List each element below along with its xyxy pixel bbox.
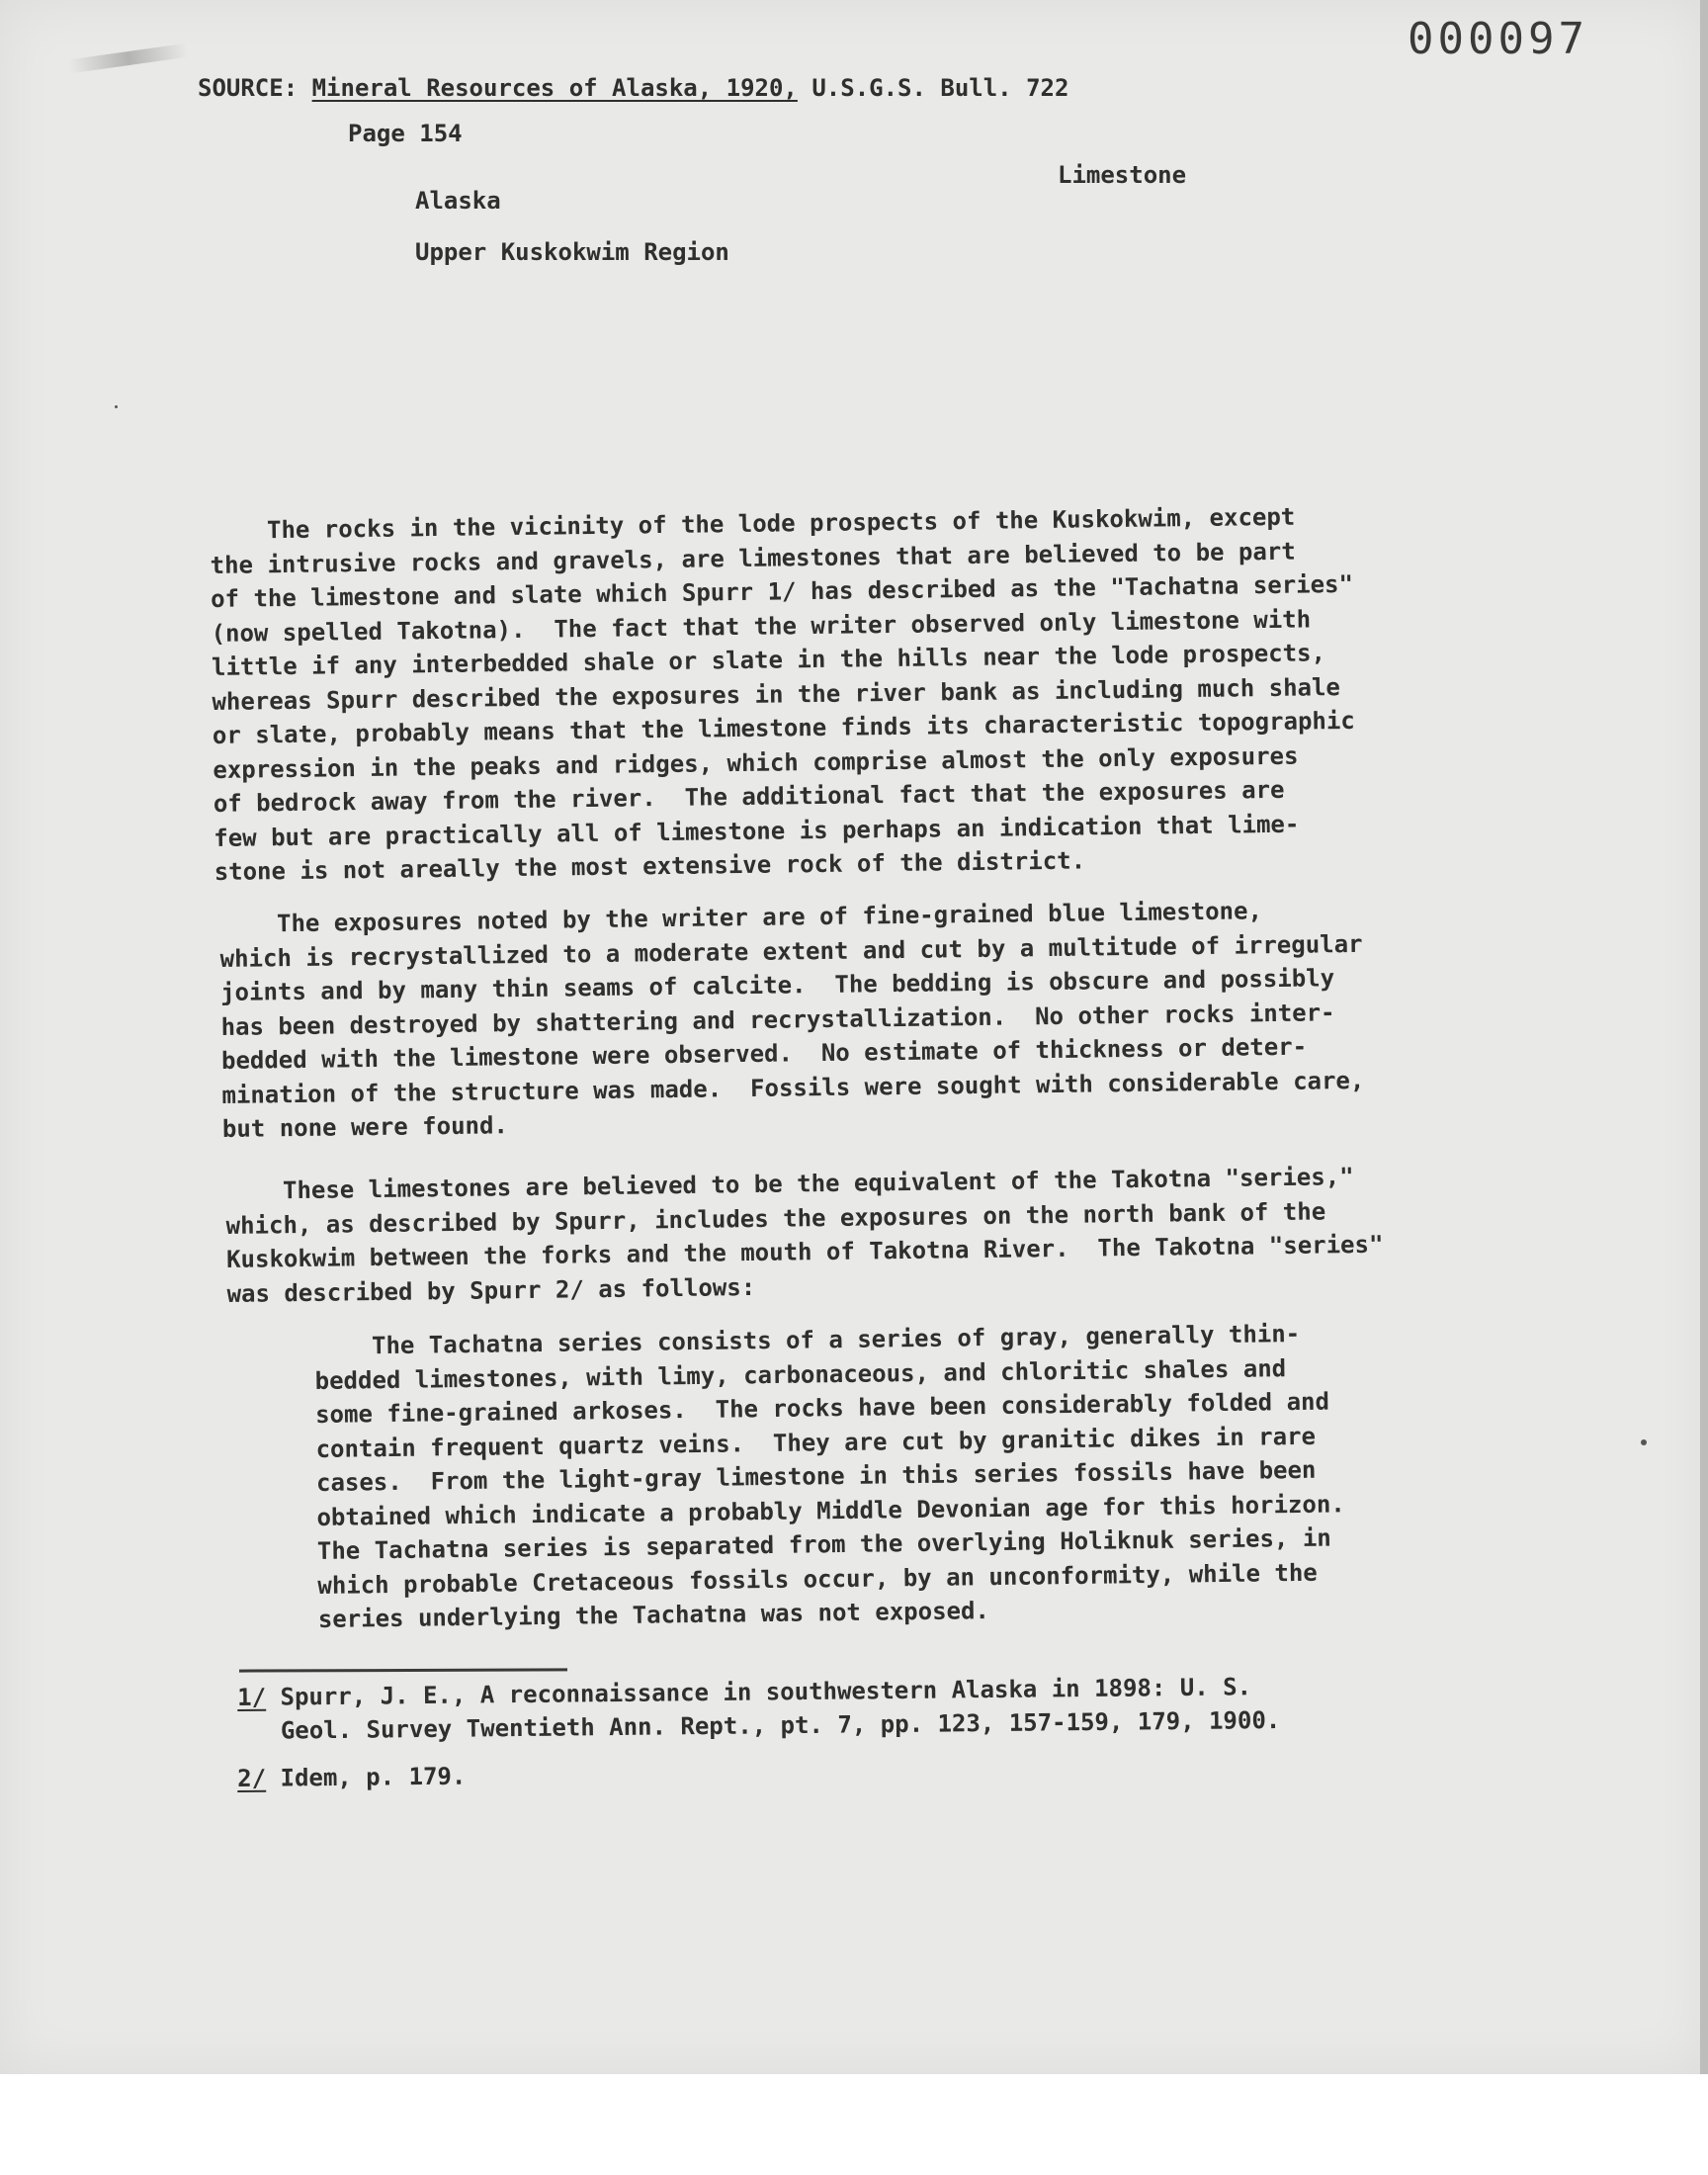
region-heading: Upper Kuskokwim Region xyxy=(415,238,729,266)
paragraph-line: of bedrock away from the river. The additional fact that the exposures are xyxy=(213,775,1285,818)
paragraph-line: few but are practically all of limestone is perhaps an indication that lime- xyxy=(214,810,1300,852)
paragraph-rocks-vicinity xyxy=(210,499,1357,890)
paragraph-line: but none were found. xyxy=(221,1111,509,1143)
source-citation xyxy=(198,71,1068,105)
scan-smudge xyxy=(69,44,189,74)
scan-speck xyxy=(115,405,118,408)
paragraph-line: These limestones are believed to be the equivalent of the Takotna "series," xyxy=(225,1163,1354,1205)
quote-line: which probable Cretaceous fossils occur, by an unconformity, while the xyxy=(317,1558,1318,1600)
source-bulletin: U.S.G.S. Bull. 722 xyxy=(811,74,1069,102)
footnote-1-line-1: Spurr, J. E., A reconnaissance in southwestern Alaska in 1898: U. S. xyxy=(265,1673,1252,1711)
quote-line: contain frequent quartz veins. They are cut by granitic dikes in rare xyxy=(315,1422,1317,1463)
scan-edge xyxy=(1700,0,1708,2074)
footnote-1-marker: 1/ xyxy=(237,1683,267,1711)
footnote-2 xyxy=(237,1760,467,1795)
quote-line: The Tachatna series is separated from the overlying Holiknuk series, in xyxy=(316,1523,1331,1565)
paragraph-line: or slate, probably means that the limestone finds its characteristic topographic xyxy=(212,706,1355,749)
paragraph-line: which is recrystallized to a moderate extent and cut by a multitude of irregular xyxy=(219,929,1363,973)
source-title: Mineral Resources of Alaska, 1920, xyxy=(311,74,798,102)
quote-line: obtained which indicate a probably Middle Devonian age for this horizon. xyxy=(316,1489,1345,1531)
paragraph-line: the intrusive rocks and gravels, are limestones that are believed to be part xyxy=(210,537,1296,579)
paragraph-line: little if any interbedded shale or slate in the hills near the lode prospects, xyxy=(211,639,1326,681)
paragraph-line: Kuskokwim between the forks and the mouth of Takotna River. The Takotna "series" xyxy=(225,1230,1384,1273)
footnote-divider xyxy=(239,1668,567,1672)
source-page-reference: Page 154 xyxy=(348,120,463,147)
state-heading: Alaska xyxy=(415,187,501,215)
quote-line: bedded limestones, with limy, carbonaceous, and chloritic shales and xyxy=(314,1353,1287,1395)
block-quote-tachatna-series xyxy=(314,1316,1346,1636)
scan-speck xyxy=(1641,1439,1647,1445)
paragraph-line: has been destroyed by shattering and recrystallization. No other rocks inter- xyxy=(220,998,1335,1041)
footnote-1-line-2: Geol. Survey Twentieth Ann. Rept., pt. 7, pp. 123, 157-159, 179, 1900. xyxy=(237,1705,1281,1745)
paragraph-line: mination of the structure was made. Fossils were sought with considerable care, xyxy=(221,1066,1365,1109)
paragraph-exposures xyxy=(219,893,1365,1147)
source-label: SOURCE: xyxy=(198,74,299,102)
quote-line: some fine-grained arkoses. The rocks have been considerably folded and xyxy=(314,1387,1330,1429)
quote-line: The Tachatna series consists of a series of gray, generally thin- xyxy=(314,1319,1301,1360)
paragraph-line: joints and by many thin seams of calcite. The bedding is obscure and possibly xyxy=(219,964,1335,1006)
paragraph-line: bedded with the limestone were observed. No estimate of thickness or deter- xyxy=(220,1032,1308,1075)
paragraph-line: was described by Spurr 2/ as follows: xyxy=(226,1272,756,1308)
footnote-2-marker: 2/ xyxy=(237,1764,267,1792)
paragraph-line: The rocks in the vicinity of the lode prospects of the Kuskokwim, except xyxy=(210,502,1296,545)
paragraph-line: The exposures noted by the writer are of fine-grained blue limestone, xyxy=(219,897,1263,938)
paragraph-takotna-equivalent xyxy=(225,1160,1384,1311)
footnote-2-text: Idem, p. 179. xyxy=(265,1762,467,1792)
paragraph-line: (now spelled Takotna). The fact that the writer observed only limestone with xyxy=(211,604,1312,648)
quote-line: series underlying the Tachatna was not exposed. xyxy=(317,1597,990,1633)
paragraph-line: which, as described by Spurr, includes the exposures on the north bank of the xyxy=(225,1196,1326,1240)
paragraph-line: whereas Spurr described the exposures in the river bank as including much shale xyxy=(212,672,1341,716)
paragraph-line: of the limestone and slate which Spurr 1/ has described as the "Tachatna series" xyxy=(210,569,1354,613)
paragraph-line: stone is not areally the most extensive rock of the district. xyxy=(214,846,1086,886)
footnote-1 xyxy=(237,1670,1280,1748)
quote-line: cases. From the light-gray limestone in this series fossils have been xyxy=(315,1455,1317,1497)
commodity-heading: Limestone xyxy=(1058,161,1187,189)
paragraph-line: expression in the peaks and ridges, which comprise almost the only exposures xyxy=(213,741,1299,784)
document-stamp-number: 000097 xyxy=(1408,14,1588,64)
